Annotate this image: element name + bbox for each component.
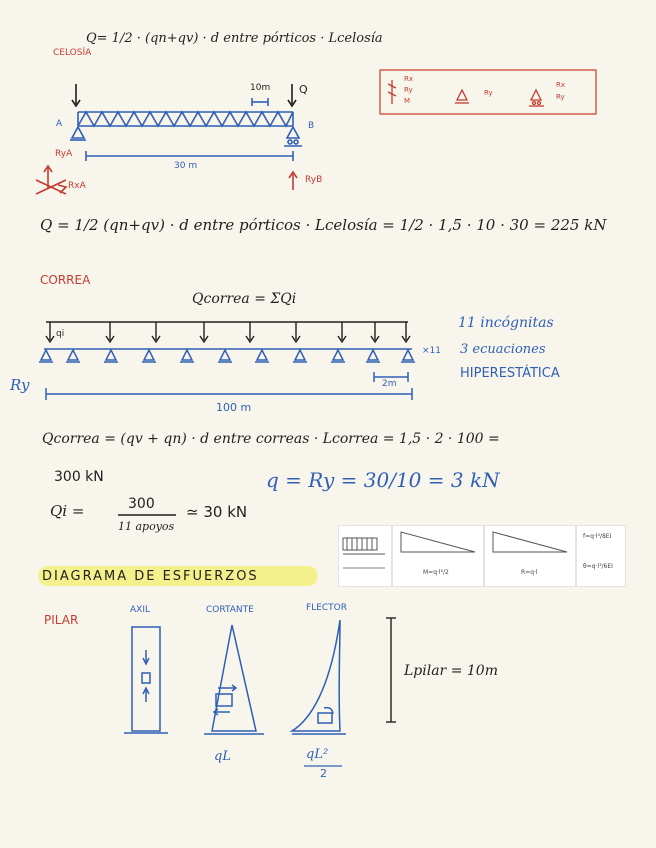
truss-drawing: [70, 98, 302, 161]
flector-label: FLECTOR: [306, 603, 347, 613]
diagrama-title: DIAGRAMA DE ESFUERZOS: [42, 569, 259, 584]
ql-label: qL: [214, 749, 231, 764]
cortante-diagram: [204, 625, 264, 734]
calc-line2: 300 kN: [54, 469, 104, 485]
times-11: ×11: [422, 346, 441, 356]
ql2-label: qL²: [306, 747, 329, 762]
q-right: Q: [299, 83, 308, 96]
axil-label: AXIL: [130, 605, 150, 615]
inset-moment-sketch: [393, 526, 483, 566]
pilar-length: Lpilar = 10m: [404, 663, 498, 679]
legend-ry-1: Ry: [404, 86, 413, 94]
spacing: 2m: [382, 379, 397, 389]
inset-label-f: f=q·l⁴/8EI: [583, 533, 612, 540]
node-b: B: [308, 121, 315, 131]
inset-label-theta: θ=q·l³/6EI: [583, 563, 613, 570]
celosia-title: CELOSÍA: [53, 48, 92, 58]
inset-load-sketch: [339, 526, 391, 586]
inset-panel-moment: [392, 525, 484, 587]
note-incognitas: 11 incógnitas: [458, 315, 554, 331]
celosia-equation: Q = 1/2 (qn+qv) · d entre pórticos · Lcelosía = 1/2 · 1,5 · 10 · 30 = 225 kN: [40, 216, 607, 234]
legend-ry-2: Ry: [484, 89, 493, 97]
legend-rx-3: Rx: [556, 81, 566, 89]
legend-ry-3: Ry: [556, 93, 565, 101]
pilar-length-dim: [386, 618, 396, 722]
rx-label: RxA: [68, 181, 86, 191]
axil-diagram: [124, 627, 168, 733]
correa-sum: Qcorrea = ΣQi: [192, 291, 297, 307]
inset-label-r: R=q·l: [521, 569, 538, 576]
pilar-title: PILAR: [44, 613, 79, 627]
qi-label: Qi =: [50, 502, 85, 520]
correa-title: CORREA: [40, 273, 91, 287]
inset-panel-deflection: [576, 525, 626, 587]
node-a: A: [56, 119, 63, 129]
inset-panel-load: [338, 525, 392, 587]
correa-beam: [39, 349, 415, 400]
inset-reaction-sketch: [485, 526, 575, 566]
rb-label: RyB: [305, 175, 323, 185]
ry-label: Ry: [10, 376, 30, 394]
celosia-span: 30 m: [174, 161, 198, 171]
celosia-q-formula: Q= 1/2 · (qn+qv) · d entre pórticos · Lcelosía: [86, 31, 383, 46]
note-hiperestatica: HIPERESTÁTICA: [460, 366, 560, 381]
correa-loads: [46, 322, 410, 342]
flector-diagram: [292, 620, 346, 734]
ra-label: RyA: [55, 149, 73, 159]
inset-label-m: M=q·l²/2: [423, 569, 449, 576]
qi-numerator: 300: [128, 496, 155, 512]
inset-panel-reaction: [484, 525, 576, 587]
calc-line1: Qcorrea = (qv + qn) · d entre correas · Lcorrea = 1,5 · 2 · 100 =: [42, 431, 500, 447]
load-label: qi: [56, 329, 65, 339]
note-ecuaciones: 3 ecuaciones: [460, 342, 546, 357]
qi-denominator: 11 apoyos: [118, 520, 175, 533]
legend-rx-1: Rx: [404, 75, 414, 83]
span-small: 10m: [250, 83, 271, 93]
q-equation: q = Ry = 30/10 = 3 kN: [266, 468, 500, 492]
qi-approx: ≃ 30 kN: [186, 503, 248, 521]
legend-m: M: [404, 97, 411, 105]
correa-span: 100 m: [216, 401, 252, 414]
ql2-denominator: 2: [320, 767, 327, 780]
cortante-label: CORTANTE: [206, 605, 254, 615]
